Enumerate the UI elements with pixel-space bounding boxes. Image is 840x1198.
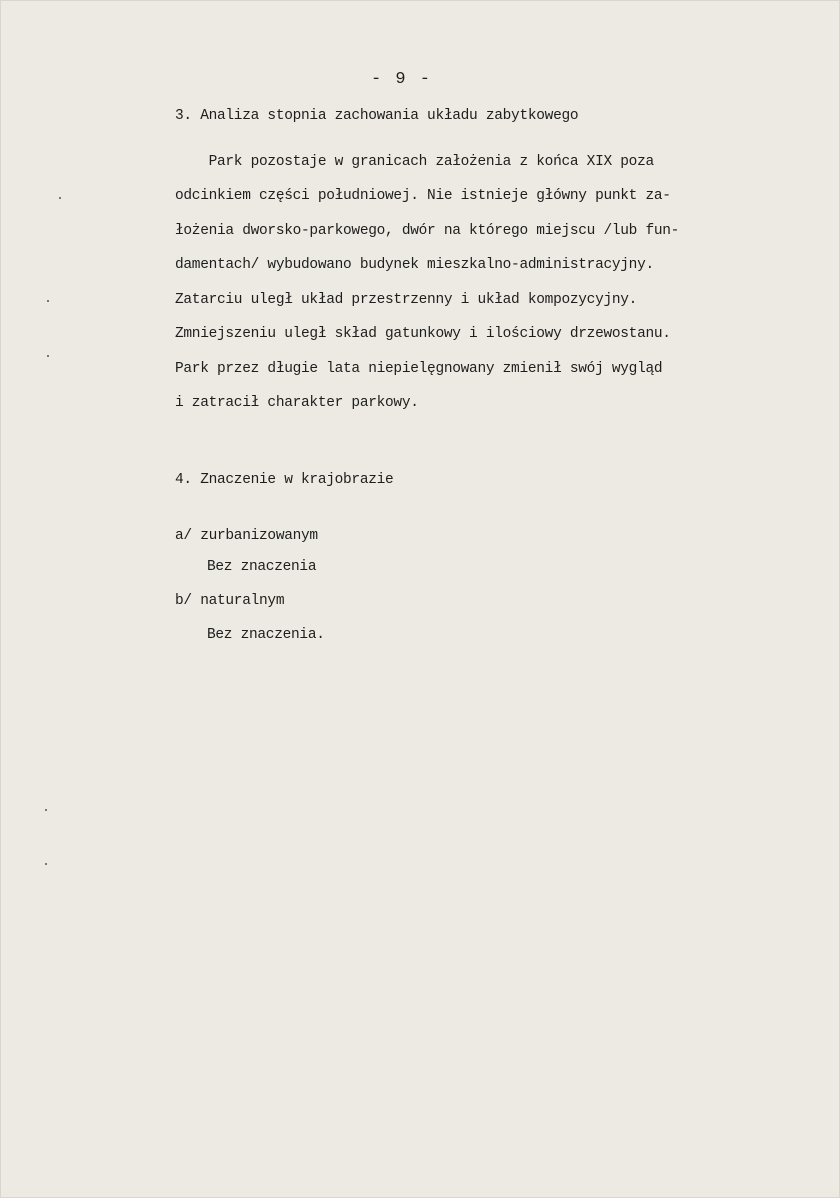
paper-speck xyxy=(45,863,47,865)
paragraph-line: Zmniejszeniu uległ skład gatunkowy i ilościowy drzewostanu. xyxy=(175,326,671,342)
paper-speck xyxy=(47,355,49,357)
paragraph-line: odcinkiem części południowej. Nie istnieje główny punkt za- xyxy=(175,188,671,204)
paper-speck xyxy=(45,809,47,811)
item-b-label: b/ naturalnym xyxy=(175,593,285,609)
section-4-heading: 4. Znaczenie w krajobrazie xyxy=(175,472,394,488)
paragraph-line: łożenia dworsko-parkowego, dwór na którego miejscu /lub fun- xyxy=(175,223,680,239)
item-b-value: Bez znaczenia. xyxy=(207,627,325,643)
paragraph-line: Park pozostaje w granicach założenia z końca XIX poza xyxy=(175,154,654,170)
paragraph-line: Park przez długie lata niepielęgnowany zmienił swój wygląd xyxy=(175,361,663,377)
page-number: - 9 - xyxy=(371,70,433,89)
paragraph-line: Zatarciu uległ układ przestrzenny i układ kompozycyjny. xyxy=(175,292,638,308)
paper-speck xyxy=(59,197,61,199)
paper-speck xyxy=(47,300,49,302)
section-3-heading: 3. Analiza stopnia zachowania układu zabytkowego xyxy=(175,108,579,124)
item-a-value: Bez znaczenia xyxy=(207,559,317,575)
paragraph-line: i zatracił charakter parkowy. xyxy=(175,395,419,411)
paragraph-line: damentach/ wybudowano budynek mieszkalno-administracyjny. xyxy=(175,257,654,273)
item-a-label: a/ zurbanizowanym xyxy=(175,528,318,544)
